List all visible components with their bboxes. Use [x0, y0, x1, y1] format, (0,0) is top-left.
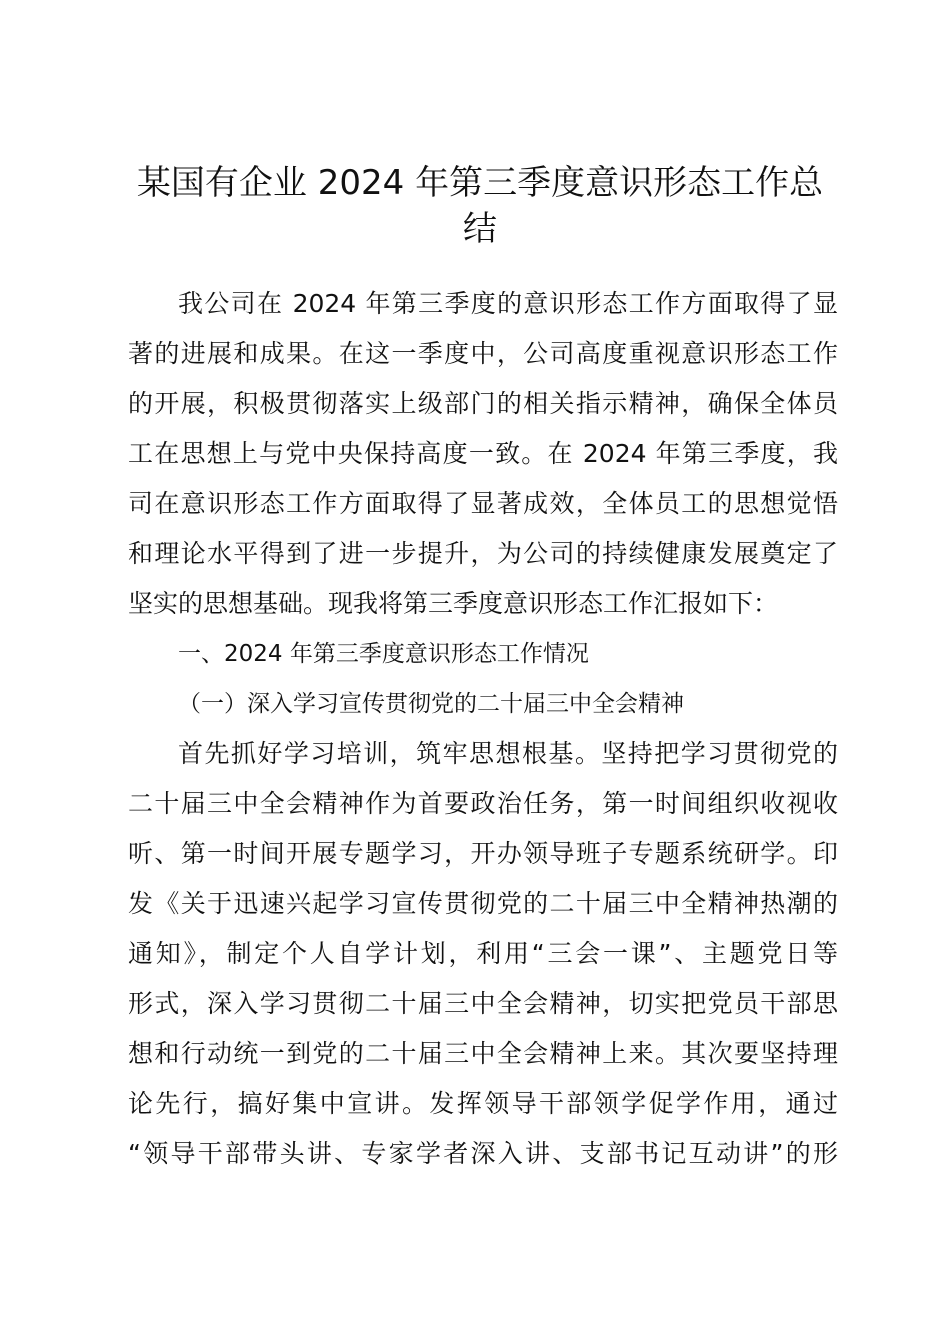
intro-paragraph-line: 坚实的思想基础。现我将第三季度意识形态工作汇报如下： — [128, 589, 779, 618]
section-heading: 一、2024 年第三季度意识形态工作情况 — [178, 641, 589, 667]
title-line: 结 — [463, 209, 497, 249]
subsection-heading: （一）深入学习宣传贯彻党的二十届三中全会精神 — [178, 691, 684, 717]
section-paragraph-line: 听、第一时间开展专题学习，开办领导班子专题系统研学。印 — [128, 839, 838, 868]
title-line: 某国有企业 2024 年第三季度意识形态工作总 — [136, 163, 824, 203]
section-paragraph-line: 论先行，搞好集中宣讲。发挥领导干部领学促学作用，通过 — [128, 1089, 838, 1118]
intro-paragraph-line: 和理论水平得到了进一步提升，为公司的持续健康发展奠定了 — [128, 539, 838, 568]
intro-paragraph-line: 著的进展和成果。在这一季度中，公司高度重视意识形态工作 — [128, 339, 838, 368]
section-paragraph-line: 通知》，制定个人自学计划，利用“三会一课”、主题党日等 — [128, 939, 838, 968]
section-paragraph-line: 二十届三中全会精神作为首要政治任务，第一时间组织收视收 — [128, 789, 838, 818]
document-title — [110, 160, 850, 252]
intro-paragraph-line: 工在思想上与党中央保持高度一致。在 2024 年第三季度，我 — [128, 439, 838, 468]
intro-paragraph-line: 司在意识形态工作方面取得了显著成效，全体员工的思想觉悟 — [128, 489, 838, 518]
section-paragraph-line: 发《关于迅速兴起学习宣传贯彻党的二十届三中全精神热潮的 — [128, 889, 838, 918]
section-paragraph-line: 形式，深入学习贯彻二十届三中全会精神，切实把党员干部思 — [128, 989, 838, 1018]
section-paragraph-line: “领导干部带头讲、专家学者深入讲、支部书记互动讲”的形 — [128, 1139, 838, 1168]
intro-paragraph-line: 我公司在 2024 年第三季度的意识形态工作方面取得了显 — [178, 289, 838, 318]
intro-paragraph-line: 的开展，积极贯彻落实上级部门的相关指示精神，确保全体员 — [128, 389, 838, 418]
section-paragraph-line: 首先抓好学习培训，筑牢思想根基。坚持把学习贯彻党的 — [178, 739, 838, 768]
section-paragraph-line: 想和行动统一到党的二十届三中全会精神上来。其次要坚持理 — [128, 1039, 838, 1068]
